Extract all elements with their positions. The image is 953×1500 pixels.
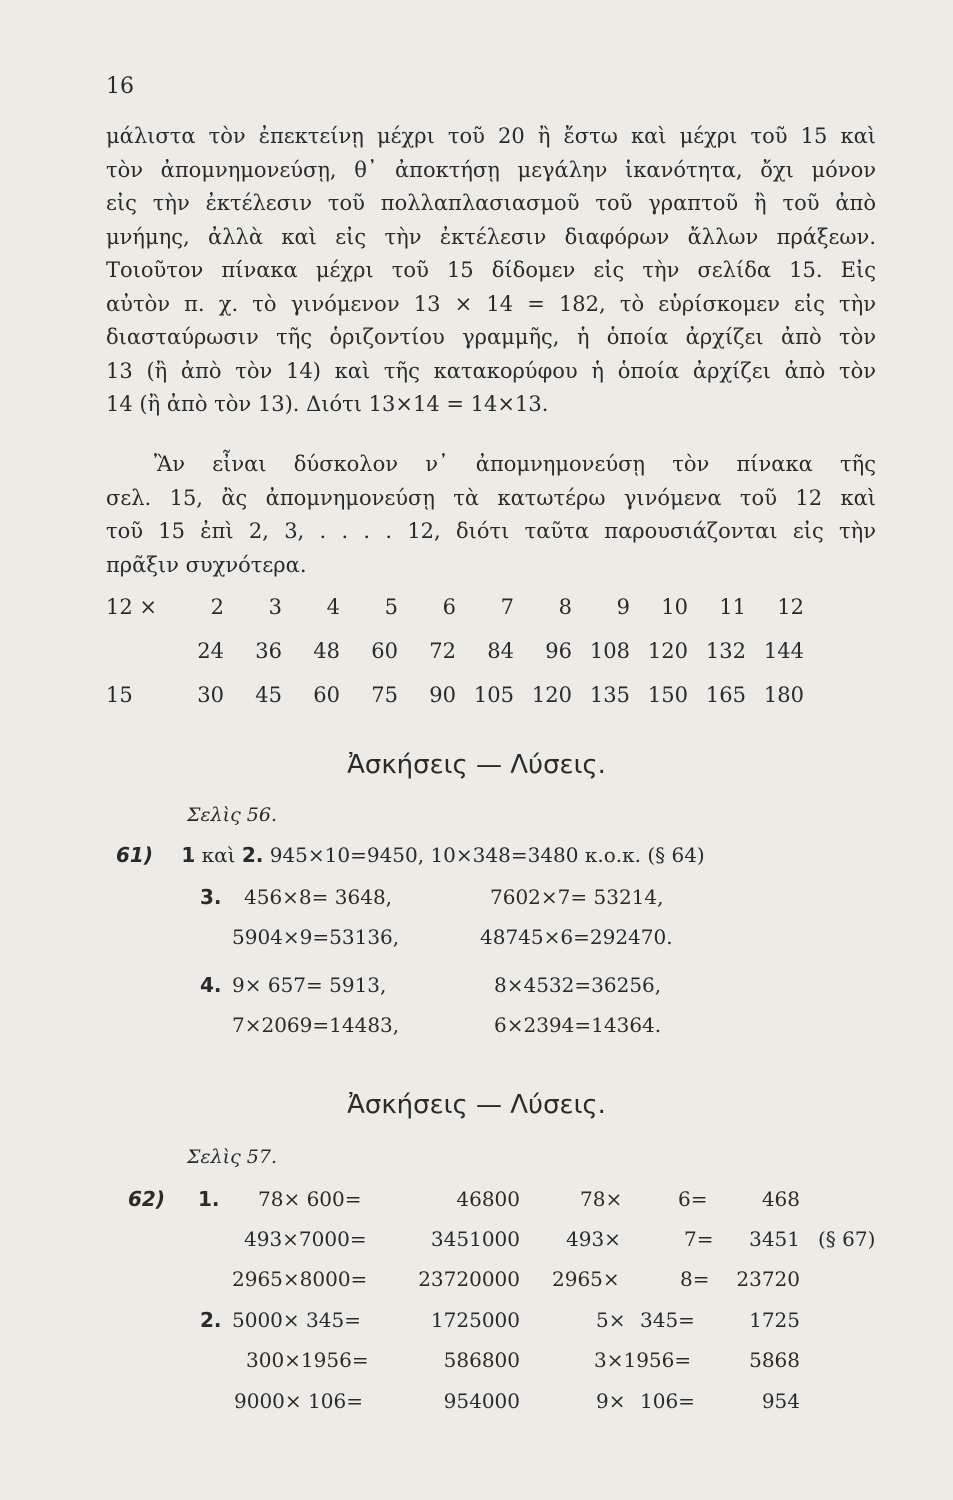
solution-text: 1725 [749, 1308, 800, 1332]
solution-text: 7602×7= 53214, [490, 885, 664, 909]
exercise-number-label: 62) [128, 1187, 165, 1211]
problem-number: 1 [181, 843, 196, 867]
text-line: μνήμης, ἀλλὰ καὶ εἰς τὴν ἐκτέλεσιν διαφόρων ἄλλων πράξεων. [106, 224, 876, 249]
table-cell: 60 [371, 639, 398, 663]
text-line: 14 (ἢ ἀπὸ τὸν 13). Διότι 13×14 = 14×13. [106, 392, 549, 416]
solution-text: 23720 [736, 1267, 800, 1291]
solution-text: 300×1956= [246, 1348, 369, 1372]
table-cell: 120 [531, 683, 572, 707]
solution-text: 7×2069=14483, [232, 1013, 400, 1037]
table-cell: 12 [777, 595, 804, 619]
exercise-61-line-2 [200, 885, 222, 909]
text-line: αὐτὸν π. χ. τὸ γινόμενον 13 × 14 = 182, τὸ εὑρίσκομεν εἰς τὴν [106, 291, 876, 316]
exercise-number: 61) [116, 843, 153, 867]
solution-text: 954 [761, 1389, 800, 1413]
solution-text: 5× [596, 1308, 626, 1332]
text-line: διασταύρωσιν τῆς ὁριζοντίου γραμμῆς, ἡ ὁποία ἀρχίζει ἀπὸ τὸν [106, 325, 876, 349]
solution-text: 9× 657= 5913, [232, 973, 387, 997]
table-cell: 105 [473, 683, 514, 707]
table-cell: 2 [210, 595, 224, 619]
table-cell: 4 [326, 595, 340, 619]
solution-text: 8×4532=36256, [494, 973, 662, 997]
solution-text: 5868 [749, 1348, 800, 1372]
solution-text: 48745×6=292470. [480, 925, 673, 949]
solution-text: 3451000 [430, 1227, 520, 1251]
solution-text: 1725000 [430, 1308, 520, 1332]
table-cell: 144 [763, 639, 804, 663]
problem-number [200, 1308, 222, 1332]
text-line: μάλιστα τὸν ἐπεκτείνῃ μέχρι τοῦ 20 ἢ ἔστω καὶ μέχρι τοῦ 15 καὶ [106, 124, 876, 148]
table-cell: 135 [589, 683, 630, 707]
text: καὶ [195, 843, 242, 867]
table-cell [106, 629, 166, 673]
table-cell: 8 [558, 595, 572, 619]
solution-text: 954000 [443, 1389, 520, 1413]
table-cell: 12 × [106, 595, 157, 619]
table-cell: 10 [661, 595, 688, 619]
table-cell: 75 [371, 683, 398, 707]
solution-text: 6= [678, 1187, 708, 1211]
table-row [106, 673, 804, 717]
solution-text: 23720000 [418, 1267, 520, 1291]
exercise-61-line-4 [200, 973, 222, 997]
table-cell: 48 [313, 639, 340, 663]
solution-text: 945×10=9450, 10×348=3480 κ.ο.κ. (§ 64) [263, 843, 705, 867]
table-cell: 11 [719, 595, 746, 619]
section-heading: Ἀσκήσεις — Λύσεις. [347, 1090, 606, 1120]
problem-number: 4. [200, 973, 222, 997]
table-cell: 84 [487, 639, 514, 663]
solution-text: 9× [596, 1389, 626, 1413]
solution-text: 7= [684, 1227, 714, 1251]
table-cell: 45 [255, 683, 282, 707]
solution-text: 468 [761, 1187, 800, 1211]
solution-text: 3451 [749, 1227, 800, 1251]
solution-text: 5904×9=53136, [232, 925, 400, 949]
solution-text: 493×7000= [244, 1227, 367, 1251]
table-cell: 15 [106, 683, 133, 707]
table-cell: 24 [197, 639, 224, 663]
table-cell: 36 [255, 639, 282, 663]
multiplication-table [106, 585, 804, 717]
table-cell: 6 [442, 595, 456, 619]
text-line: σελ. 15, ἂς ἀπομνημονεύσῃ τὰ κατωτέρω γινόμενα τοῦ 12 καὶ [106, 485, 876, 510]
table-cell: 72 [429, 639, 456, 663]
text-line: Τοιοῦτον πίνακα μέχρι τοῦ 15 δίδομεν εἰς τὴν σελίδα 15. Εἰς [106, 258, 876, 282]
problem-number-label: 2. [200, 1308, 222, 1332]
solution-text: 493× [566, 1227, 621, 1251]
solution-text: 2965×8000= [232, 1267, 368, 1291]
solution-text: 586800 [443, 1348, 520, 1372]
table-cell: 180 [763, 683, 804, 707]
section-reference: (§ 67) [818, 1227, 876, 1251]
table-cell: 120 [647, 639, 688, 663]
exercise-61-line-1 [116, 843, 705, 867]
solution-text: 345= [640, 1308, 695, 1332]
table-cell: 7 [500, 595, 514, 619]
exercise-number [128, 1187, 165, 1211]
page-reference: Σελὶς 56. [187, 804, 278, 826]
table-cell: 108 [589, 639, 630, 663]
problem-number: 3. [200, 885, 222, 909]
text-line: Ἂν εἶναι δύσκολον ν᾿ ἀπομνημονεύσῃ τὸν πίνακα τῆς [154, 452, 876, 476]
text-line: πρᾶξιν συχνότερα. [106, 552, 307, 577]
solution-text: 8= [680, 1267, 710, 1291]
table-row [106, 629, 804, 673]
solution-text: 6×2394=14364. [494, 1013, 662, 1037]
solution-text: 3×1956= [594, 1348, 692, 1372]
section-heading: Ἀσκήσεις — Λύσεις. [347, 750, 606, 780]
text-line: 13 (ἢ ἀπὸ τὸν 14) καὶ τῆς κατακορύφου ἡ ὁποία ἀρχίζει ἀπὸ τὸν [106, 358, 876, 383]
solution-text: 46800 [456, 1187, 520, 1211]
solution-text: 106= [640, 1389, 695, 1413]
paragraph-memorize-advice [106, 448, 876, 582]
problem-number [198, 1187, 220, 1211]
table-row [106, 585, 804, 629]
table-cell: 150 [647, 683, 688, 707]
paragraph-multiplication-table [106, 120, 876, 422]
table-cell: 5 [384, 595, 398, 619]
solution-text: 9000× 106= [234, 1389, 363, 1413]
problem-number-label: 1. [198, 1187, 220, 1211]
solution-text: 5000× 345= [232, 1308, 361, 1332]
table-cell: 30 [197, 683, 224, 707]
table-cell: 90 [429, 683, 456, 707]
table-cell: 96 [545, 639, 572, 663]
table-cell: 3 [268, 595, 282, 619]
table-cell: 60 [313, 683, 340, 707]
solution-text: 78× [580, 1187, 623, 1211]
text-line: τὸν ἀπομνημονεύσῃ, θ᾿ ἀποκτήσῃ μεγάλην ἱκανότητα, ὄχι μόνον [106, 157, 876, 182]
page-reference: Σελὶς 57. [187, 1146, 278, 1168]
text-line: τοῦ 15 ἐπὶ 2, 3, . . . . 12, διότι ταῦτα παρουσιάζονται εἰς τὴν [106, 519, 876, 543]
table-cell: 165 [705, 683, 746, 707]
solution-text: 78× 600= [258, 1187, 362, 1211]
problem-number: 2. [241, 843, 264, 867]
text-line: εἰς τὴν ἐκτέλεσιν τοῦ πολλαπλασιασμοῦ τοῦ γραπτοῦ ἢ τοῦ ἀπὸ [106, 191, 876, 215]
solution-text: 2965× [552, 1267, 620, 1291]
table-cell: 132 [705, 639, 746, 663]
solution-text: 456×8= 3648, [244, 885, 393, 909]
table-cell: 9 [616, 595, 630, 619]
page-number: 16 [106, 74, 134, 99]
